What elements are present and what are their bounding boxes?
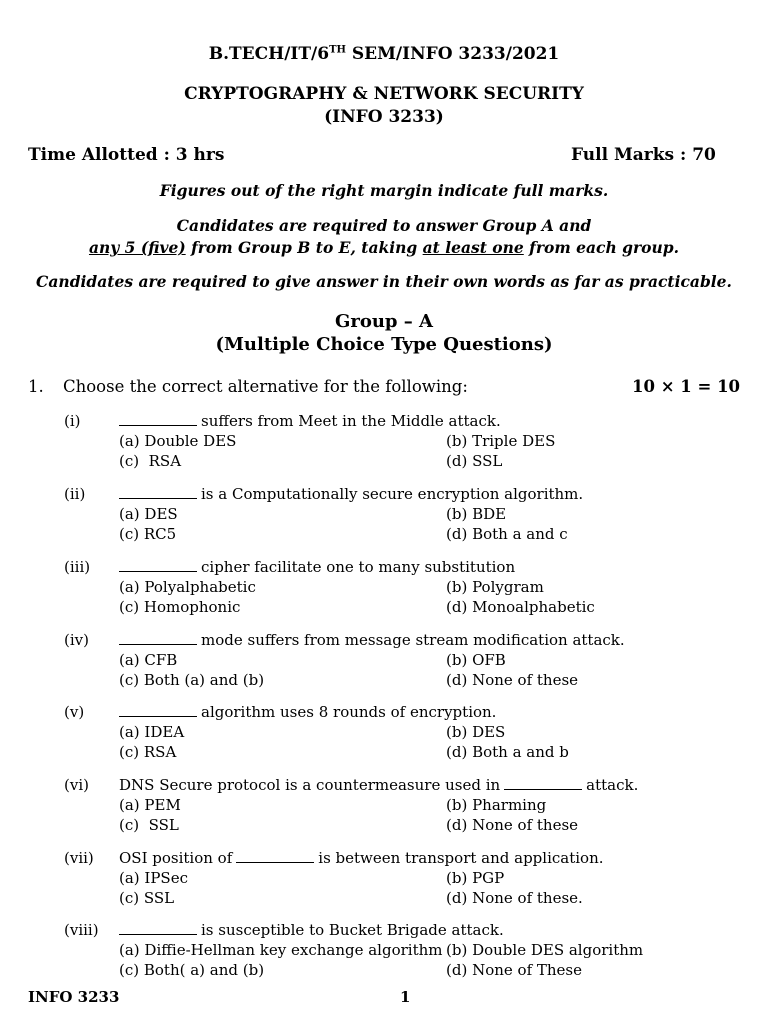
page-number: 1: [400, 988, 411, 1006]
question-marks: 10 × 1 = 10: [632, 377, 741, 396]
option-d: (d) None of these: [446, 816, 579, 834]
option-c: (c) Both( a) and (b): [119, 961, 265, 979]
mcq-item-question: [119, 485, 583, 503]
question-text-after-blank: is between transport and application.: [318, 849, 604, 867]
full-marks: Full Marks : 70: [571, 145, 716, 165]
option-c: (c) RSA: [119, 743, 177, 761]
option-d: (d) Monoalphabetic: [446, 598, 595, 616]
question-text-after-blank: attack.: [586, 776, 639, 794]
option-b: (b) Pharming: [446, 796, 547, 814]
fill-blank: [119, 570, 197, 572]
option-b: (b) Triple DES: [446, 432, 556, 450]
option-a: (a) IPSec: [119, 869, 188, 887]
fill-blank: [119, 497, 197, 499]
option-a: (a) CFB: [119, 651, 178, 669]
fill-blank: [119, 643, 197, 645]
fill-blank: [504, 788, 582, 790]
paper-code: B.TECH/IT/6TH SEM/INFO 3233/2021: [208, 44, 560, 64]
paper-subtitle: (INFO 3233): [324, 107, 444, 127]
option-c: (c) RC5: [119, 525, 177, 543]
option-d: (d) Both a and b: [446, 743, 569, 761]
question-text-after-blank: is susceptible to Bucket Brigade attack.: [201, 921, 504, 939]
option-b: (b) DES: [446, 723, 506, 741]
option-c: (c) SSL: [119, 889, 175, 907]
option-b: (b) PGP: [446, 869, 505, 887]
question-number: 1.: [28, 377, 44, 396]
time-allotted: Time Allotted : 3 hrs: [28, 145, 225, 165]
option-d: (d) None of these.: [446, 889, 583, 907]
question-text-after-blank: cipher facilitate one to many substitution: [201, 558, 516, 576]
mcq-item-question: [119, 631, 625, 649]
option-b: (b) BDE: [446, 505, 507, 523]
option-d: (d) Both a and c: [446, 525, 568, 543]
instruction-own-words: Candidates are required to give answer in their own words as far as practicable.: [36, 272, 732, 291]
group-title: Group – A: [334, 311, 434, 332]
option-c: (c) RSA: [119, 452, 182, 470]
option-a: (a) IDEA: [119, 723, 185, 741]
question-text: Choose the correct alternative for the following:: [63, 377, 468, 396]
fill-blank: [236, 861, 314, 863]
mcq-item-question: [119, 849, 604, 867]
fill-blank: [119, 424, 197, 426]
mcq-item-question: [119, 558, 515, 576]
mcq-item-question: [119, 921, 504, 939]
option-b: (b) Double DES algorithm: [446, 941, 644, 959]
option-a: (a) DES: [119, 505, 178, 523]
question-text-after-blank: algorithm uses 8 rounds of encryption.: [201, 703, 497, 721]
option-c: (c) Both (a) and (b): [119, 671, 265, 689]
option-c: (c) Homophonic: [119, 598, 241, 616]
footer-code: INFO 3233: [28, 988, 120, 1006]
group-subtitle: (Multiple Choice Type Questions): [215, 334, 553, 355]
fill-blank: [119, 933, 197, 935]
option-a: (a) Diffie-Hellman key exchange algorithm: [119, 941, 443, 959]
question-text-after-blank: is a Computationally secure encryption algorithm.: [201, 485, 584, 503]
option-b: (b) Polygram: [446, 578, 544, 596]
option-a: (a) Double DES: [119, 432, 237, 450]
mcq-item-question: [119, 703, 496, 721]
mcq-item-question: [119, 412, 501, 430]
mcq-item-question: [119, 776, 638, 794]
fill-blank: [119, 715, 197, 717]
paper-title: CRYPTOGRAPHY & NETWORK SECURITY: [184, 84, 584, 104]
mcq-item-number: (iv): [64, 631, 89, 649]
question-text-before-blank: OSI position of: [119, 849, 233, 867]
mcq-item-number: (ii): [64, 485, 86, 503]
instruction-answer-line1: Candidates are required to answer Group A and: [176, 216, 592, 235]
option-a: (a) PEM: [119, 796, 181, 814]
mcq-item-number: (viii): [64, 921, 99, 939]
mcq-item-number: (v): [64, 703, 85, 721]
option-a: (a) Polyalphabetic: [119, 578, 256, 596]
option-b: (b) OFB: [446, 651, 506, 669]
question-text-after-blank: mode suffers from message stream modification attack.: [201, 631, 625, 649]
mcq-item-number: (vii): [64, 849, 94, 867]
mcq-item-number: (vi): [64, 776, 89, 794]
instruction-answer-line2: any 5 (five) from Group B to E, taking at least one from each group.: [88, 238, 680, 257]
mcq-item-number: (iii): [64, 558, 91, 576]
option-d: (d) None of these: [446, 671, 579, 689]
question-text-before-blank: DNS Secure protocol is a countermeasure used in: [119, 776, 501, 794]
option-d: (d) None of These: [446, 961, 583, 979]
option-d: (d) SSL: [446, 452, 503, 470]
instruction-margin: Figures out of the right margin indicate full marks.: [159, 181, 609, 200]
mcq-item-number: (i): [64, 412, 81, 430]
option-c: (c) SSL: [119, 816, 179, 834]
question-text-after-blank: suffers from Meet in the Middle attack.: [201, 412, 501, 430]
